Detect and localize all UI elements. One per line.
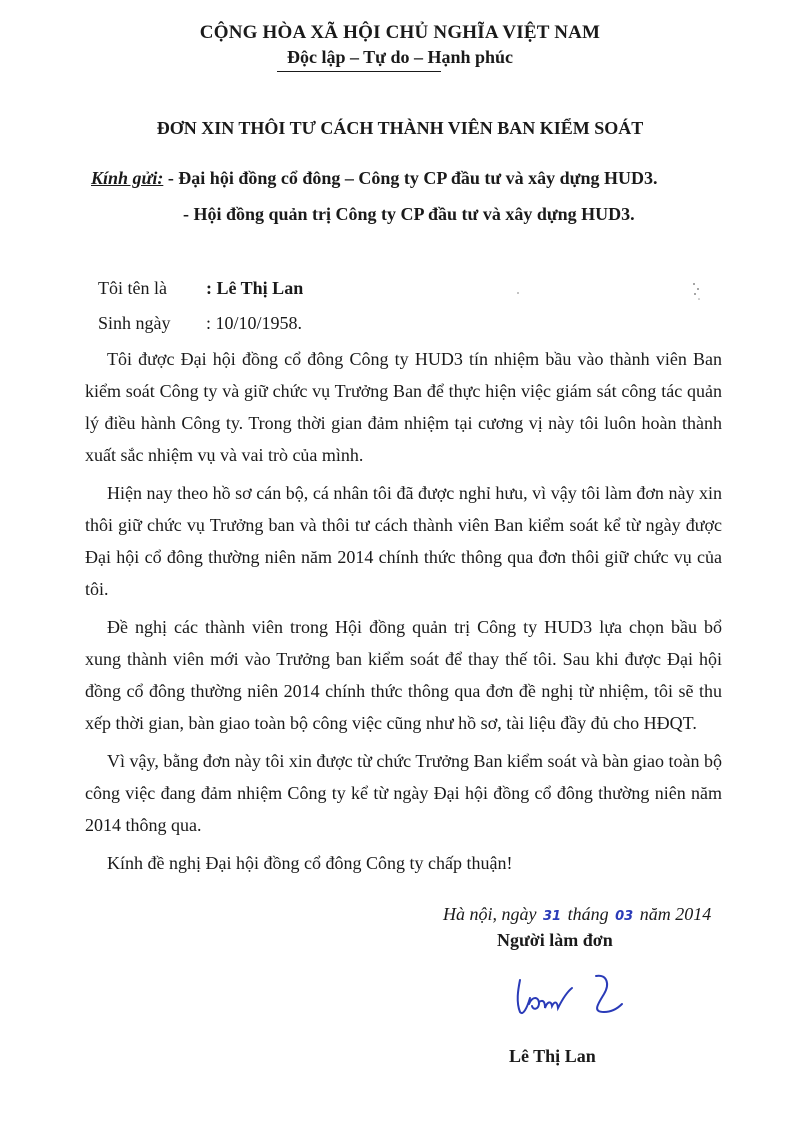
body-paragraphs: [85, 343, 722, 885]
dob-label: Sinh ngày: [98, 313, 171, 333]
handwritten-month: 03: [615, 909, 634, 924]
document-title: ĐƠN XIN THÔI TƯ CÁCH THÀNH VIÊN BAN KIỂM SOÁT: [156, 118, 644, 138]
scan-speck: [515, 290, 521, 296]
paragraph: Vì vậy, bằng đơn này tôi xin được từ chức Trưởng Ban kiểm soát và bàn giao toàn bộ công việc đang đảm nhiệm Công ty kể từ ngày Đại hội đồng cổ đông thường niên năm 2014 thông qua.: [85, 751, 722, 835]
signer-name: Lê Thị Lan: [509, 1046, 596, 1066]
place-date-line: [443, 904, 711, 925]
name-label: Tôi tên là: [98, 278, 167, 298]
recipient-line-1: [91, 168, 658, 189]
recipient-line-2: - Hội đồng quản trị Công ty CP đầu tư và xây dựng HUD3.: [183, 204, 635, 224]
national-heading: CỘNG HÒA XÃ HỘI CHỦ NGHĨA VIỆT NAM: [199, 22, 601, 43]
paragraph: Tôi được Đại hội đồng cổ đông Công ty HUD3 tín nhiệm bầu vào thành viên Ban kiểm soát Công ty và giữ chức vụ Trưởng Ban để thực hiện việc giám sát công tác quản lý điều hành Công ty. Trong thời gian đảm nhiệm tại cương vị này tôi luôn hoàn thành xuất sắc nhiệm vụ và vai trò của mình.: [85, 349, 722, 465]
dob-value: : 10/10/1958.: [206, 313, 303, 333]
salutation: Kính gửi:: [91, 168, 164, 188]
year-text: năm 2014: [639, 904, 712, 924]
paragraph: Kính đề nghị Đại hội đồng cổ đông Công ty chấp thuận!: [107, 853, 513, 873]
paragraph: Hiện nay theo hồ sơ cán bộ, cá nhân tôi đã được nghỉ hưu, vì vậy tôi làm đơn này xin thôi giữ chức vụ Trưởng ban và thôi tư cách thành viên Ban kiểm soát kể từ ngày được Đại hội cổ đông thường niên năm 2014 chính thức thông qua đơn thôi giữ chức vụ của tôi.: [85, 483, 722, 599]
name-value: : Lê Thị Lan: [206, 278, 304, 298]
applicant-dob-row: [98, 313, 302, 334]
applicant-name-row: [98, 278, 303, 299]
place-prefix: Hà nội, ngày: [443, 904, 537, 924]
applicant-title: Người làm đơn: [497, 930, 613, 950]
scan-speck: [690, 280, 704, 302]
national-motto: Độc lập – Tự do – Hạnh phúc: [286, 47, 514, 67]
handwritten-signature: [512, 968, 627, 1028]
month-word: tháng: [567, 904, 609, 924]
motto-underline: [277, 71, 441, 72]
handwritten-day: 31: [543, 909, 562, 924]
paragraph: Đề nghị các thành viên trong Hội đồng quản trị Công ty HUD3 lựa chọn bầu bổ xung thành viên mới vào Trưởng ban kiểm soát để thay thế tôi. Sau khi được Đại hội đồng cổ đông thường niên 2014 chính thức thông qua đơn đề nghị từ nhiệm, tôi sẽ thu xếp thời gian, bàn giao toàn bộ công việc cũng như hồ sơ, tài liệu đầy đủ cho HĐQT.: [85, 617, 722, 733]
recipient-1: - Đại hội đồng cổ đông – Công ty CP đầu tư và xây dựng HUD3.: [163, 168, 658, 188]
